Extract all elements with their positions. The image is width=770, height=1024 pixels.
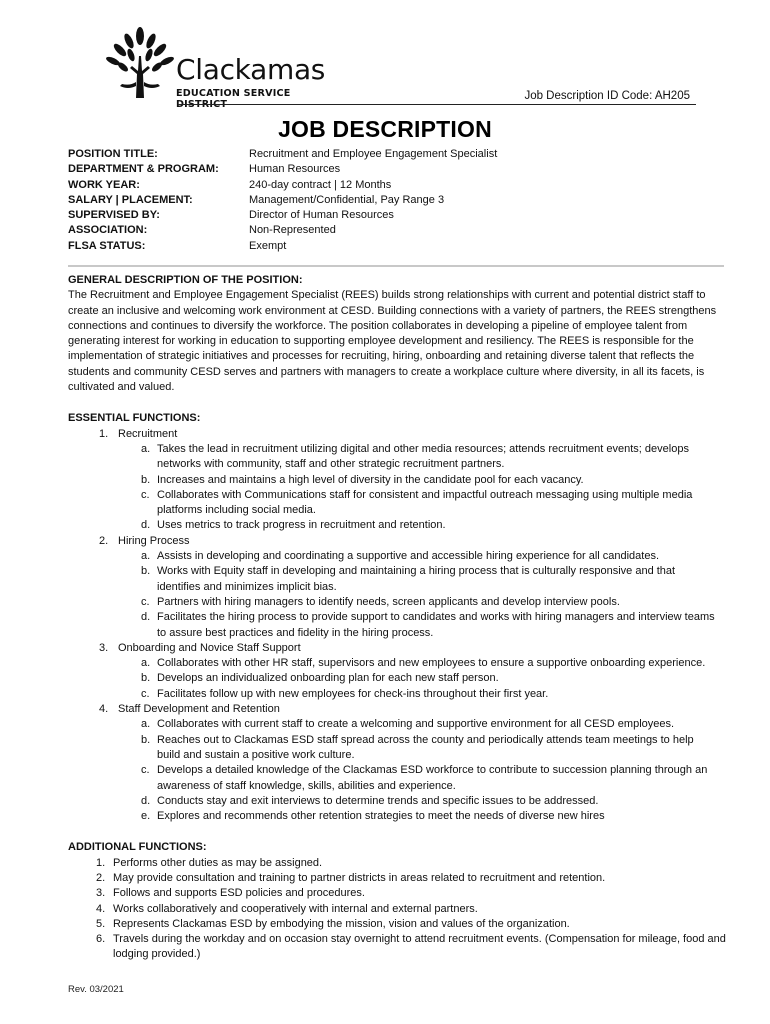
essential-function-subitem — [68, 595, 728, 610]
essential-function-subitem — [68, 488, 728, 519]
essential-function-subitem — [68, 809, 728, 824]
list-number — [68, 902, 111, 917]
info-label: SUPERVISED BY: — [68, 209, 160, 222]
info-row — [68, 193, 497, 208]
essential-function-label: Staff Development and Retention — [118, 703, 280, 716]
sub-letter — [68, 488, 157, 519]
info-row — [68, 178, 497, 193]
sub-item-text: Facilitates the hiring process to provide support to candidates and works with hiring managers and interview teams to assure best practices and fidelity in the hiring process. — [157, 611, 715, 639]
sub-letter-text: d. — [141, 611, 151, 624]
sub-letter — [68, 763, 157, 794]
essential-function-label: Hiring Process — [118, 534, 190, 547]
sub-item-text: Facilitates follow up with new employees for check-ins throughout their first year. — [157, 687, 549, 700]
section-divider — [68, 265, 724, 267]
additional-functions-list — [68, 856, 728, 963]
sub-item-text: Develops a detailed knowledge of the Clackamas ESD workforce to contribute to succession planning through an awareness of staff knowledge, skills, abilities and experience. — [157, 764, 708, 792]
additional-function-item — [68, 886, 728, 901]
essential-function-subitem — [68, 733, 728, 764]
sub-letter-text: a. — [141, 657, 151, 670]
sub-letter — [68, 733, 157, 764]
sub-letter-text: c. — [141, 687, 150, 700]
sub-item-text: Works with Equity staff in developing and maintaining a hiring process that is culturally responsive and that identifies and minimizes implicit bias. — [157, 565, 676, 593]
sub-letter — [68, 473, 157, 488]
list-number-text: 1. — [99, 427, 109, 440]
list-number — [68, 856, 111, 871]
additional-function-item — [68, 932, 728, 963]
essential-function-label: Recruitment — [118, 427, 178, 440]
sub-letter — [68, 549, 157, 564]
additional-function-item — [68, 917, 728, 932]
job-description-id: Job Description ID Code: AH205 — [524, 90, 690, 102]
page-title: JOB DESCRIPTION — [278, 116, 492, 142]
sub-item-text: Partners with hiring managers to identify needs, screen applicants and develop interview pools. — [157, 595, 620, 608]
info-value: Exempt — [249, 239, 287, 252]
info-label: DEPARTMENT & PROGRAM: — [68, 163, 219, 176]
list-number-text: 1. — [96, 856, 106, 869]
header-divider — [178, 104, 696, 105]
info-value: Management/Confidential, Pay Range 3 — [249, 193, 445, 206]
sub-item-text: Collaborates with Communications staff for consistent and impactful outreach messaging using multiple media platforms including social media. — [157, 488, 693, 517]
sub-letter-text: b. — [141, 473, 151, 486]
essential-function-item — [68, 534, 728, 549]
list-number — [68, 932, 111, 963]
info-value: 240-day contract | 12 Months — [249, 178, 392, 191]
list-number-text: 6. — [96, 933, 106, 946]
info-row — [68, 223, 497, 238]
sub-item-text: Explores and recommends other retention strategies to meet the needs of diverse new hires — [157, 810, 605, 823]
additional-function-text: Travels during the workday and on occasion stay overnight to attend recruitment events. (Compensation for mileage, food and lodging provided.) — [113, 933, 726, 961]
sub-letter — [68, 564, 157, 595]
list-number — [68, 917, 111, 932]
list-number-text: 3. — [96, 887, 106, 900]
info-row — [68, 162, 497, 177]
essential-functions-list — [68, 427, 728, 825]
sub-item-text: Assists in developing and coordinating a supportive and accessible hiring experience for all candidates. — [157, 550, 660, 563]
sub-letter — [68, 794, 157, 809]
essential-function-subitem — [68, 763, 728, 794]
sub-letter — [68, 656, 157, 671]
list-number-text: 4. — [99, 703, 109, 716]
essential-function-subitem — [68, 518, 728, 533]
revision-date: Rev. 03/2021 — [68, 984, 124, 995]
list-number-text: 4. — [96, 902, 106, 915]
essential-function-subitem — [68, 794, 728, 809]
general-description-text: The Recruitment and Employee Engagement Specialist (REES) builds strong relationships with current and potential district staff to create an inclusive and welcoming work environment at CESD. Building connections with a variety of partners, the REES strengthens connections and continues to diversify the workforce. The position collaborates in developing a pipeline of employee talent from generating interest for working in education to supporting employee development and resiliency. The REES is responsible for the implementation of strategic initiatives and processes for recruiting, hiring, onboarding and retaining diverse talent that reflects the students and community CESD serves and partners with managers to create a workplace culture where diversity, in all its facets, is cultivated and valued. — [68, 289, 717, 394]
sub-letter-text: b. — [141, 565, 151, 578]
info-value: Recruitment and Employee Engagement Specialist — [249, 148, 498, 160]
additional-function-text: Performs other duties as may be assigned. — [113, 856, 323, 869]
sub-item-text: Collaborates with current staff to create a welcoming and supportive environment for all CESD employees. — [157, 718, 675, 731]
info-value: Non-Represented — [249, 224, 336, 237]
list-number — [68, 702, 113, 717]
additional-function-item — [68, 856, 728, 871]
essential-function-subitem — [68, 717, 728, 732]
info-value: Human Resources — [249, 163, 341, 176]
sub-letter-text: b. — [141, 672, 151, 685]
additional-function-text: Works collaboratively and cooperatively with internal and external partners. — [113, 902, 478, 915]
sub-item-text: Conducts stay and exit interviews to determine trends and specific issues to be addressed. — [157, 794, 599, 807]
sub-letter-text: c. — [141, 764, 150, 777]
sub-letter-text: c. — [141, 488, 150, 501]
essential-function-subitem — [68, 564, 728, 595]
sub-letter-text: a. — [141, 718, 151, 731]
sub-item-text: Increases and maintains a high level of diversity in the candidate pool for each vacancy. — [157, 473, 584, 486]
info-label: POSITION TITLE: — [68, 148, 158, 160]
list-number-text: 3. — [99, 641, 109, 654]
essential-function-subitem — [68, 549, 728, 564]
additional-function-text: Represents Clackamas ESD by embodying the mission, vision and values of the organization. — [113, 917, 570, 930]
general-description-heading: GENERAL DESCRIPTION OF THE POSITION: — [68, 274, 303, 286]
position-info-table — [68, 147, 497, 254]
essential-function-subitem — [68, 610, 728, 641]
additional-function-text: Follows and supports ESD policies and procedures. — [113, 887, 365, 900]
logo-subtitle: EDUCATION SERVICE DISTRICT — [176, 88, 291, 110]
essential-function-item — [68, 641, 728, 656]
essential-function-label: Onboarding and Novice Staff Support — [118, 641, 301, 654]
essential-function-subitem — [68, 473, 728, 488]
additional-function-item — [68, 902, 728, 917]
sub-item-text: Collaborates with other HR staff, supervisors and new employees to ensure a supportive onboarding experience. — [157, 657, 706, 670]
info-label: FLSA STATUS: — [68, 239, 146, 252]
list-number — [68, 871, 111, 886]
list-number-text: 5. — [96, 917, 106, 930]
main-content — [68, 273, 728, 963]
sub-item-text: Develops an individualized onboarding plan for each new staff person. — [157, 672, 499, 685]
essential-function-item — [68, 702, 728, 717]
info-value: Director of Human Resources — [249, 209, 394, 222]
info-row — [68, 208, 497, 223]
list-number-text: 2. — [96, 871, 106, 884]
info-label: ASSOCIATION: — [68, 224, 148, 237]
sub-letter-text: d. — [141, 519, 151, 532]
sub-letter — [68, 809, 157, 824]
sub-letter — [68, 595, 157, 610]
sub-letter-text: d. — [141, 794, 151, 807]
tree-logo-icon — [100, 26, 180, 98]
logo-name: Clackamas — [176, 53, 326, 86]
sub-letter — [68, 518, 157, 533]
list-number-text: 2. — [99, 534, 109, 547]
list-number — [68, 427, 113, 442]
info-row — [68, 147, 497, 162]
essential-functions-heading: ESSENTIAL FUNCTIONS: — [68, 412, 201, 425]
info-row — [68, 239, 497, 254]
essential-function-subitem — [68, 671, 728, 686]
list-number — [68, 534, 113, 549]
info-label: SALARY | PLACEMENT: — [68, 193, 193, 206]
sub-item-text: Uses metrics to track progress in recruitment and retention. — [157, 519, 446, 532]
sub-letter-text: e. — [141, 810, 151, 823]
sub-item-text: Takes the lead in recruitment utilizing digital and other media resources; attends recruitment events; develops networks with community, staff and other strategic recruitment partners. — [157, 442, 689, 471]
sub-letter-text: a. — [141, 550, 151, 563]
clackamas-esd-logo — [100, 26, 326, 110]
info-label: WORK YEAR: — [68, 178, 140, 191]
additional-function-text: May provide consultation and training to partner districts in areas related to recruitment and retention. — [113, 871, 606, 884]
list-number — [68, 886, 111, 901]
essential-function-subitem — [68, 442, 728, 473]
essential-function-subitem — [68, 656, 728, 671]
essential-function-subitem — [68, 687, 728, 702]
additional-function-item — [68, 871, 728, 886]
sub-letter-text: b. — [141, 733, 151, 746]
list-number — [68, 641, 113, 656]
essential-function-item — [68, 427, 728, 442]
sub-letter — [68, 687, 157, 702]
sub-letter — [68, 610, 157, 641]
sub-letter — [68, 671, 157, 686]
sub-letter — [68, 717, 157, 732]
additional-functions-heading: ADDITIONAL FUNCTIONS: — [68, 841, 207, 854]
sub-item-text: Reaches out to Clackamas ESD staff spread across the county and periodically attends team meetings to help build and sustain a positive work culture. — [157, 733, 694, 761]
sub-letter-text: a. — [141, 442, 151, 455]
sub-letter-text: c. — [141, 595, 150, 608]
sub-letter — [68, 442, 157, 473]
